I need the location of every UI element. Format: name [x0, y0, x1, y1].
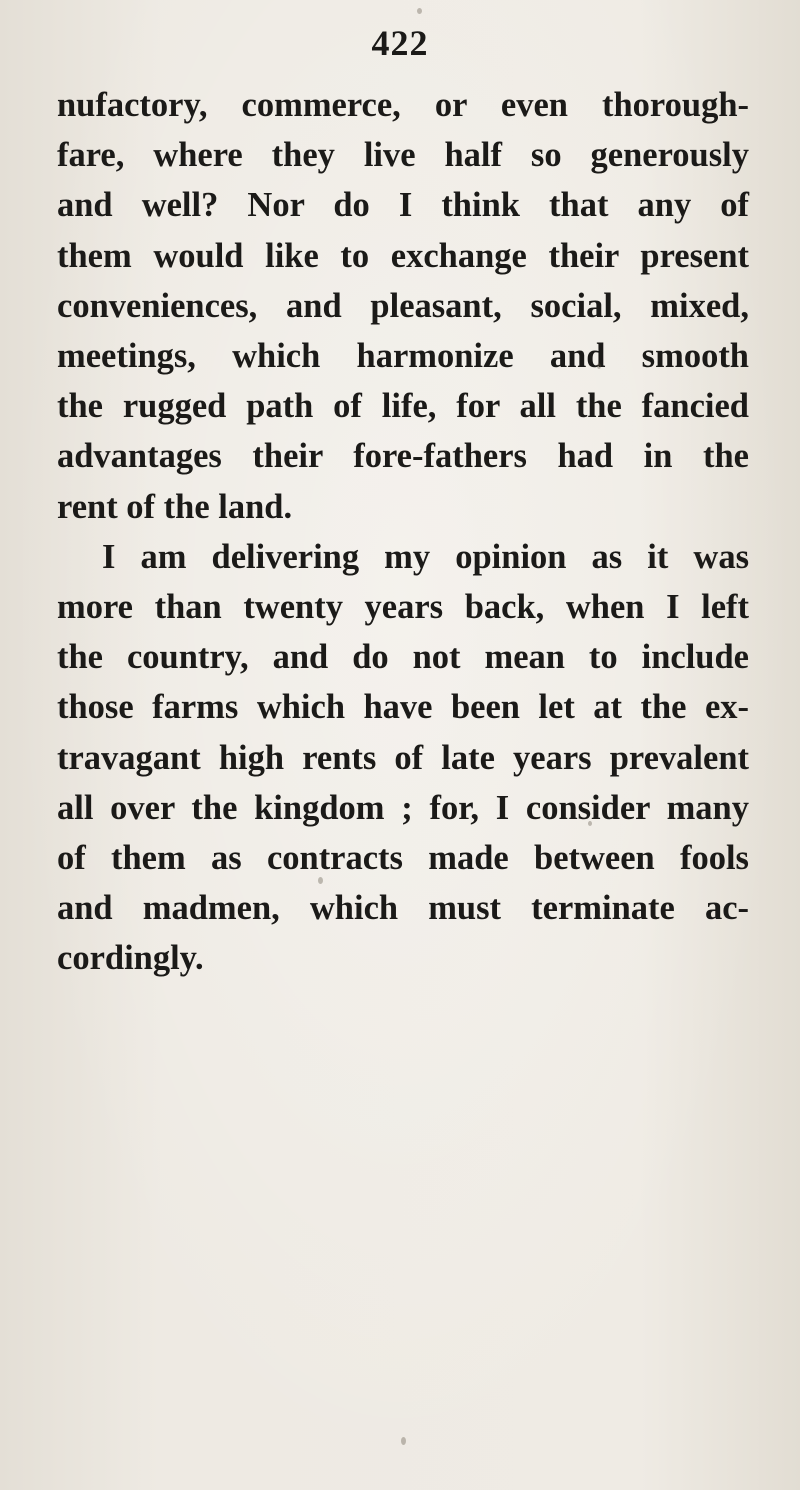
text-line: more than twenty years back, when I left	[57, 588, 749, 627]
text-line: I am delivering my opinion as it was	[102, 537, 749, 576]
text-line: the country, and do not mean to include	[57, 638, 749, 677]
text-line: fare, where they live half so generously	[57, 136, 749, 175]
text-line: those farms which have been let at the ex-	[57, 688, 749, 727]
text-line: rent of the land.	[57, 487, 293, 526]
page-body-text	[57, 80, 749, 984]
text-line: of them as contracts made between fools	[57, 839, 749, 878]
text-line: meetings, which harmonize and smooth	[57, 337, 749, 376]
paper-speck	[588, 821, 592, 826]
text-line: cordingly.	[57, 939, 204, 978]
text-line: travagant high rents of late years prevalent	[57, 738, 749, 777]
text-line: conveniences, and pleasant, social, mixed,	[57, 286, 749, 325]
text-line: all over the kingdom ; for, I consider many	[57, 788, 749, 827]
paper-speck	[417, 8, 422, 14]
text-line: nufactory, commerce, or even thorough-	[57, 86, 749, 124]
paper-speck	[401, 1437, 406, 1445]
text-line: the rugged path of life, for all the fancied	[57, 387, 749, 426]
text-line: them would like to exchange their present	[57, 236, 749, 275]
paper-speck	[597, 363, 601, 369]
page-number: 422	[371, 23, 429, 63]
text-line: and madmen, which must terminate ac-	[57, 889, 749, 928]
text-line: and well? Nor do I think that any of	[57, 186, 749, 225]
paper-speck	[318, 877, 323, 884]
text-line: advantages their fore-fathers had in the	[57, 437, 749, 476]
